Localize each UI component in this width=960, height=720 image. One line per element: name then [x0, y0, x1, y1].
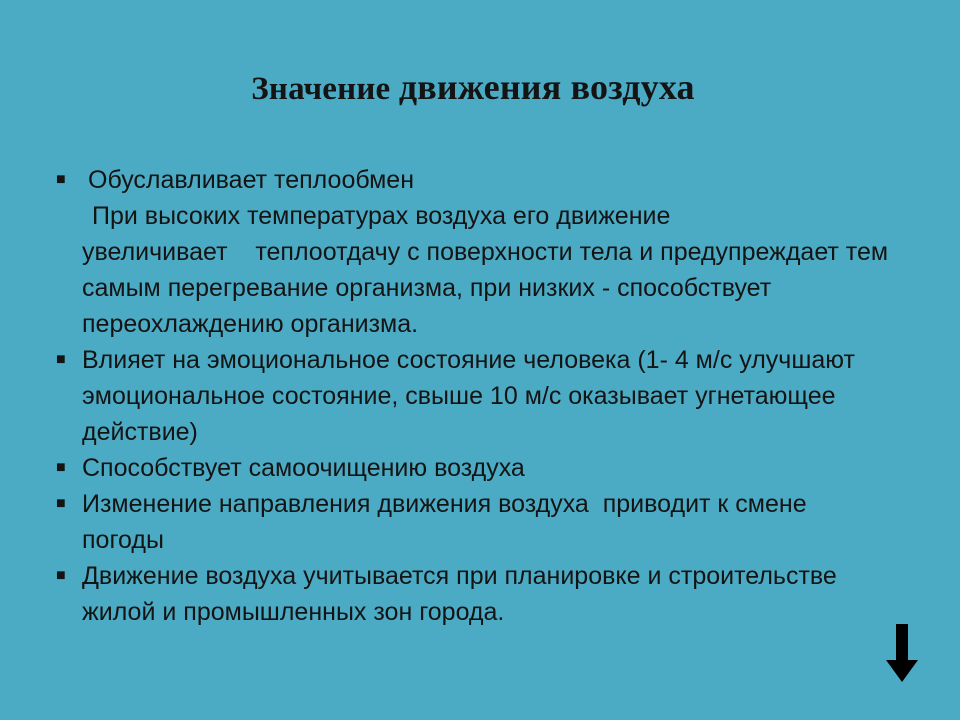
list-item-city-planning — [54, 558, 894, 630]
item-detail-rest: увеличивает теплоотдачу с поверхности тела и предупреждает тем самым перегревание организма, при низких - способствует переохлаждению организма. — [82, 238, 896, 338]
item-text: Влияет на эмоциональное состояние человека (1- 4 м/с улучшают эмоциональное состояние, свыше 10 м/с оказывает угнетающее действие) — [82, 346, 855, 446]
slide-title — [0, 66, 946, 108]
arrow-down-icon[interactable] — [882, 622, 922, 684]
bullet-icon: ■ — [56, 459, 66, 476]
bullet-icon: ■ — [56, 171, 66, 188]
item-text: Способствует самоочищению воздуха — [82, 454, 525, 482]
item-detail-first-line: При высоких температурах воздуха его движение — [92, 202, 671, 230]
bullet-list — [54, 162, 894, 630]
bullet-icon: ■ — [56, 567, 66, 584]
title-part2: движения воздуха — [398, 67, 695, 107]
list-item-weather-change — [54, 486, 894, 558]
item-detail — [82, 198, 894, 342]
bullet-icon: ■ — [56, 351, 66, 368]
item-text: Изменение направления движения воздуха приводит к смене погоды — [82, 490, 814, 554]
list-item-emotional-state — [54, 342, 894, 450]
bullet-icon: ■ — [56, 495, 66, 512]
item-text: Движение воздуха учитывается при планировке и строительстве жилой и промышленных зон города. — [82, 562, 837, 626]
title-part1: Значение — [251, 71, 391, 107]
item-label: Обуславливает теплообмен — [88, 166, 415, 194]
list-item-heat-exchange — [54, 162, 894, 198]
list-item-self-cleaning — [54, 450, 894, 486]
